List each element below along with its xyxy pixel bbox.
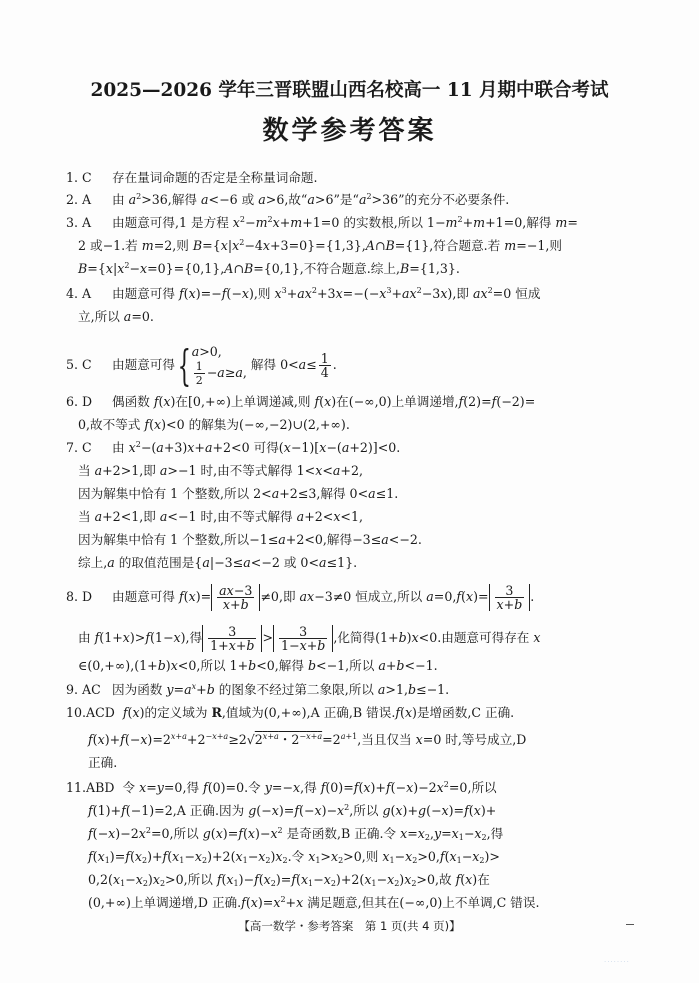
answer-7-line-6: 综上,a 的取值范围是{a|−3≤a<−2 或 0<a≤1}. (78, 555, 358, 570)
answer-6 (66, 391, 535, 414)
answer-7-line-2: 当 a+2>1,即 a>−1 时,由不等式解得 1<x<a+2, (78, 463, 363, 478)
answer-choice: A (82, 192, 92, 207)
answer-7 (66, 437, 400, 460)
answer-10-line-2: $f(x)+f(-x)=2^{x+a}+2^{-x+a}\ge 2√2^{x+a}$・$2^{-x+a}=2^{a+1}$,当且仅当 x=0 时,等号成立,D (88, 732, 527, 747)
answer-6-line-2: 0,故不等式 f(x)<0 的解集为(−∞,−2)∪(2,+∞). (78, 417, 350, 432)
answer-4-line-2: 立,所以 a=0. (78, 309, 154, 324)
answer-explanation: f(x)的定义域为 R,值域为(0,+∞),A 正确,B 错误.f(x)是增函数,C 正确. (122, 705, 515, 720)
answer-number: 7. (66, 440, 79, 455)
answer-7-line-4: 当 a+2<1,即 a<−1 时,由不等式解得 a+2<x<1, (78, 509, 363, 524)
answer-explanation: 由题意可得,1 是方程 $x^2-m^2x+m+1=0$ 的实数根,所以 $1-m^2+m+1=0$,解得 m= (112, 215, 578, 230)
answer-3 (66, 212, 578, 235)
answer-number: 10. (66, 705, 87, 720)
answer-10-line-3: 正确. (88, 755, 118, 770)
answer-choice: ABD (86, 780, 115, 795)
subject-title: 数学参考答案 (262, 116, 437, 146)
answer-11-line-5: $0,2(x_1-x_2)x_2>0$,所以 $f(x_1)-f(x_2)=f(x_1-x_2)+2(x_1-x_2)x_2>0$,故 f(x)在 (88, 872, 490, 888)
answer-choice: C (82, 440, 92, 455)
answer-7-line-5: 因为解集中恰有 1 个整数,所以−1≤a+2<0,解得−3≤a<−2. (78, 532, 422, 547)
answer-11-line-4: $f(x_1)=f(x_2)+f(x_1-x_2)+2(x_1-x_2)x_2$.令 $x_1>x_2>0$,则 $x_1-x_2>0,f(x_1-x_2)>$ (88, 849, 500, 865)
answer-choice: ACD (86, 705, 115, 720)
footer-dash (626, 924, 634, 925)
answer-number: 8. (66, 589, 79, 604)
answer-number: 6. (66, 394, 79, 409)
answer-2 (66, 189, 509, 212)
answer-explanation: 由题意可得 f(x)=−f(−x),则 $x^3+ax^2+3x=-(-x^3+ax^2-3x)$,即 $ax^2=0$ 恒成 (112, 286, 541, 301)
answer-8-line-3: ∈(0,+∞),(1+b)x<0,所以 1+b<0,解得 b<−1,所以 a+b<−1. (78, 658, 438, 673)
answer-choice: A (82, 215, 92, 230)
answer-11 (66, 777, 497, 800)
answer-11-line-3: $f(-x)-2x^2=0$,所以 $g(x)=f(x)-x^2$ 是奇函数,B 正确.令 $x=x_2,y=x_1-x_2$,得 (88, 826, 504, 842)
answer-9 (66, 679, 449, 702)
answer-number: 1. (66, 170, 79, 185)
answer-3-line-2: 2 或−1.若 m=2,则 $B=\{x|x^2-4x+3=0\}=\{1,3\},A\cap B=\{1\}$,符合题意.若 m=−1,则 (78, 238, 562, 253)
answer-10 (66, 702, 514, 725)
answer-choice: D (82, 589, 93, 604)
answer-explanation: 由 $a^2>36$,解得 a<−6 或 a>6,故“a>6”是“$a^2>36$”的充分不必要条件. (112, 192, 510, 207)
answer-number: 2. (66, 192, 79, 207)
answer-explanation: 由题意可得 f(x)= $\frac{ax-3}{x+b}$ ≠0,即 ax−3≠0 恒成立,所以 a=0,f(x)= $\frac{3}{x+b}$ . (112, 583, 535, 612)
answer-explanation: 存在量词命题的否定是全称量词命题. (112, 170, 318, 185)
answer-7-line-3: 因为解集中恰有 1 个整数,所以 2<a+2≤3,解得 0<a≤1. (78, 486, 399, 501)
exam-title: 2025—2026 学年三晋联盟山西名校高一 11 月期中联合考试 (90, 80, 609, 101)
page-footer: 【高一数学・参考答案 第 1 页(共 4 页)】 (238, 919, 461, 933)
answer-choice: AC (82, 682, 101, 697)
answer-choice: C (82, 357, 92, 372)
answer-number: 11. (66, 780, 87, 795)
answer-explanation: 偶函数 f(x)在[0,+∞)上单调递减,则 f(x)在(−∞,0)上单调递增,f(2)=f(−2)= (112, 394, 536, 409)
answer-8 (66, 584, 534, 611)
answer-3-line-3: $B=\{x|x^2-x=0\}=\{0,1\},A\cap B=\{0,1\}$,不符合题意.综上,B={1,3}. (78, 261, 460, 276)
answer-number: 3. (66, 215, 79, 230)
answer-explanation: 由题意可得{ a>0, $\frac{1}{2}$ −a≥a, 解得 0<a≤ $\frac{1}{4}$ . (112, 340, 337, 390)
answer-number: 9. (66, 682, 79, 697)
watermark: ········ (604, 958, 630, 966)
answer-choice: D (82, 394, 93, 409)
answer-11-line-6: (0,+∞)上单调递增,D 正确$.f(x)=x^2+x$ 满足题意,但其在(−∞,0)上不单调,C 错误. (88, 895, 540, 910)
answer-number: 4. (66, 286, 79, 301)
answer-11-line-2: f(1)+f(−1)=2,A 正确.因为 $g(-x)=f(-x)-x^2$,所以 g(x)+g(−x)=f(x)+ (88, 803, 497, 818)
answer-choice: C (82, 170, 92, 185)
answer-5 (66, 340, 337, 390)
answer-4 (66, 283, 540, 306)
answer-choice: A (82, 286, 92, 301)
answer-number: 5. (66, 357, 79, 372)
answer-explanation: 令 x=y=0,得 f(0)=0.令 y=−x,得 $f(0)=f(x)+f(-x)-2x^2=0$,所以 (118, 780, 497, 795)
answer-8-line-2: 由 f(1+x)>f(1−x),得 $\frac{3}{1+x+b}$ > $\frac{3}{1-x+b}$ ,化简得(1+b)x<0.由题意可得存在 x (78, 624, 541, 653)
answer-1 (66, 167, 318, 190)
answer-explanation: 由 $x^2-(a+3)x+a+2<0$ 可得(x−1)[x−(a+2)]<0. (112, 440, 401, 455)
answer-explanation: 因为函数 $y=a^x+b$ 的图象不经过第二象限,所以 a>1,b≤−1. (112, 682, 450, 697)
